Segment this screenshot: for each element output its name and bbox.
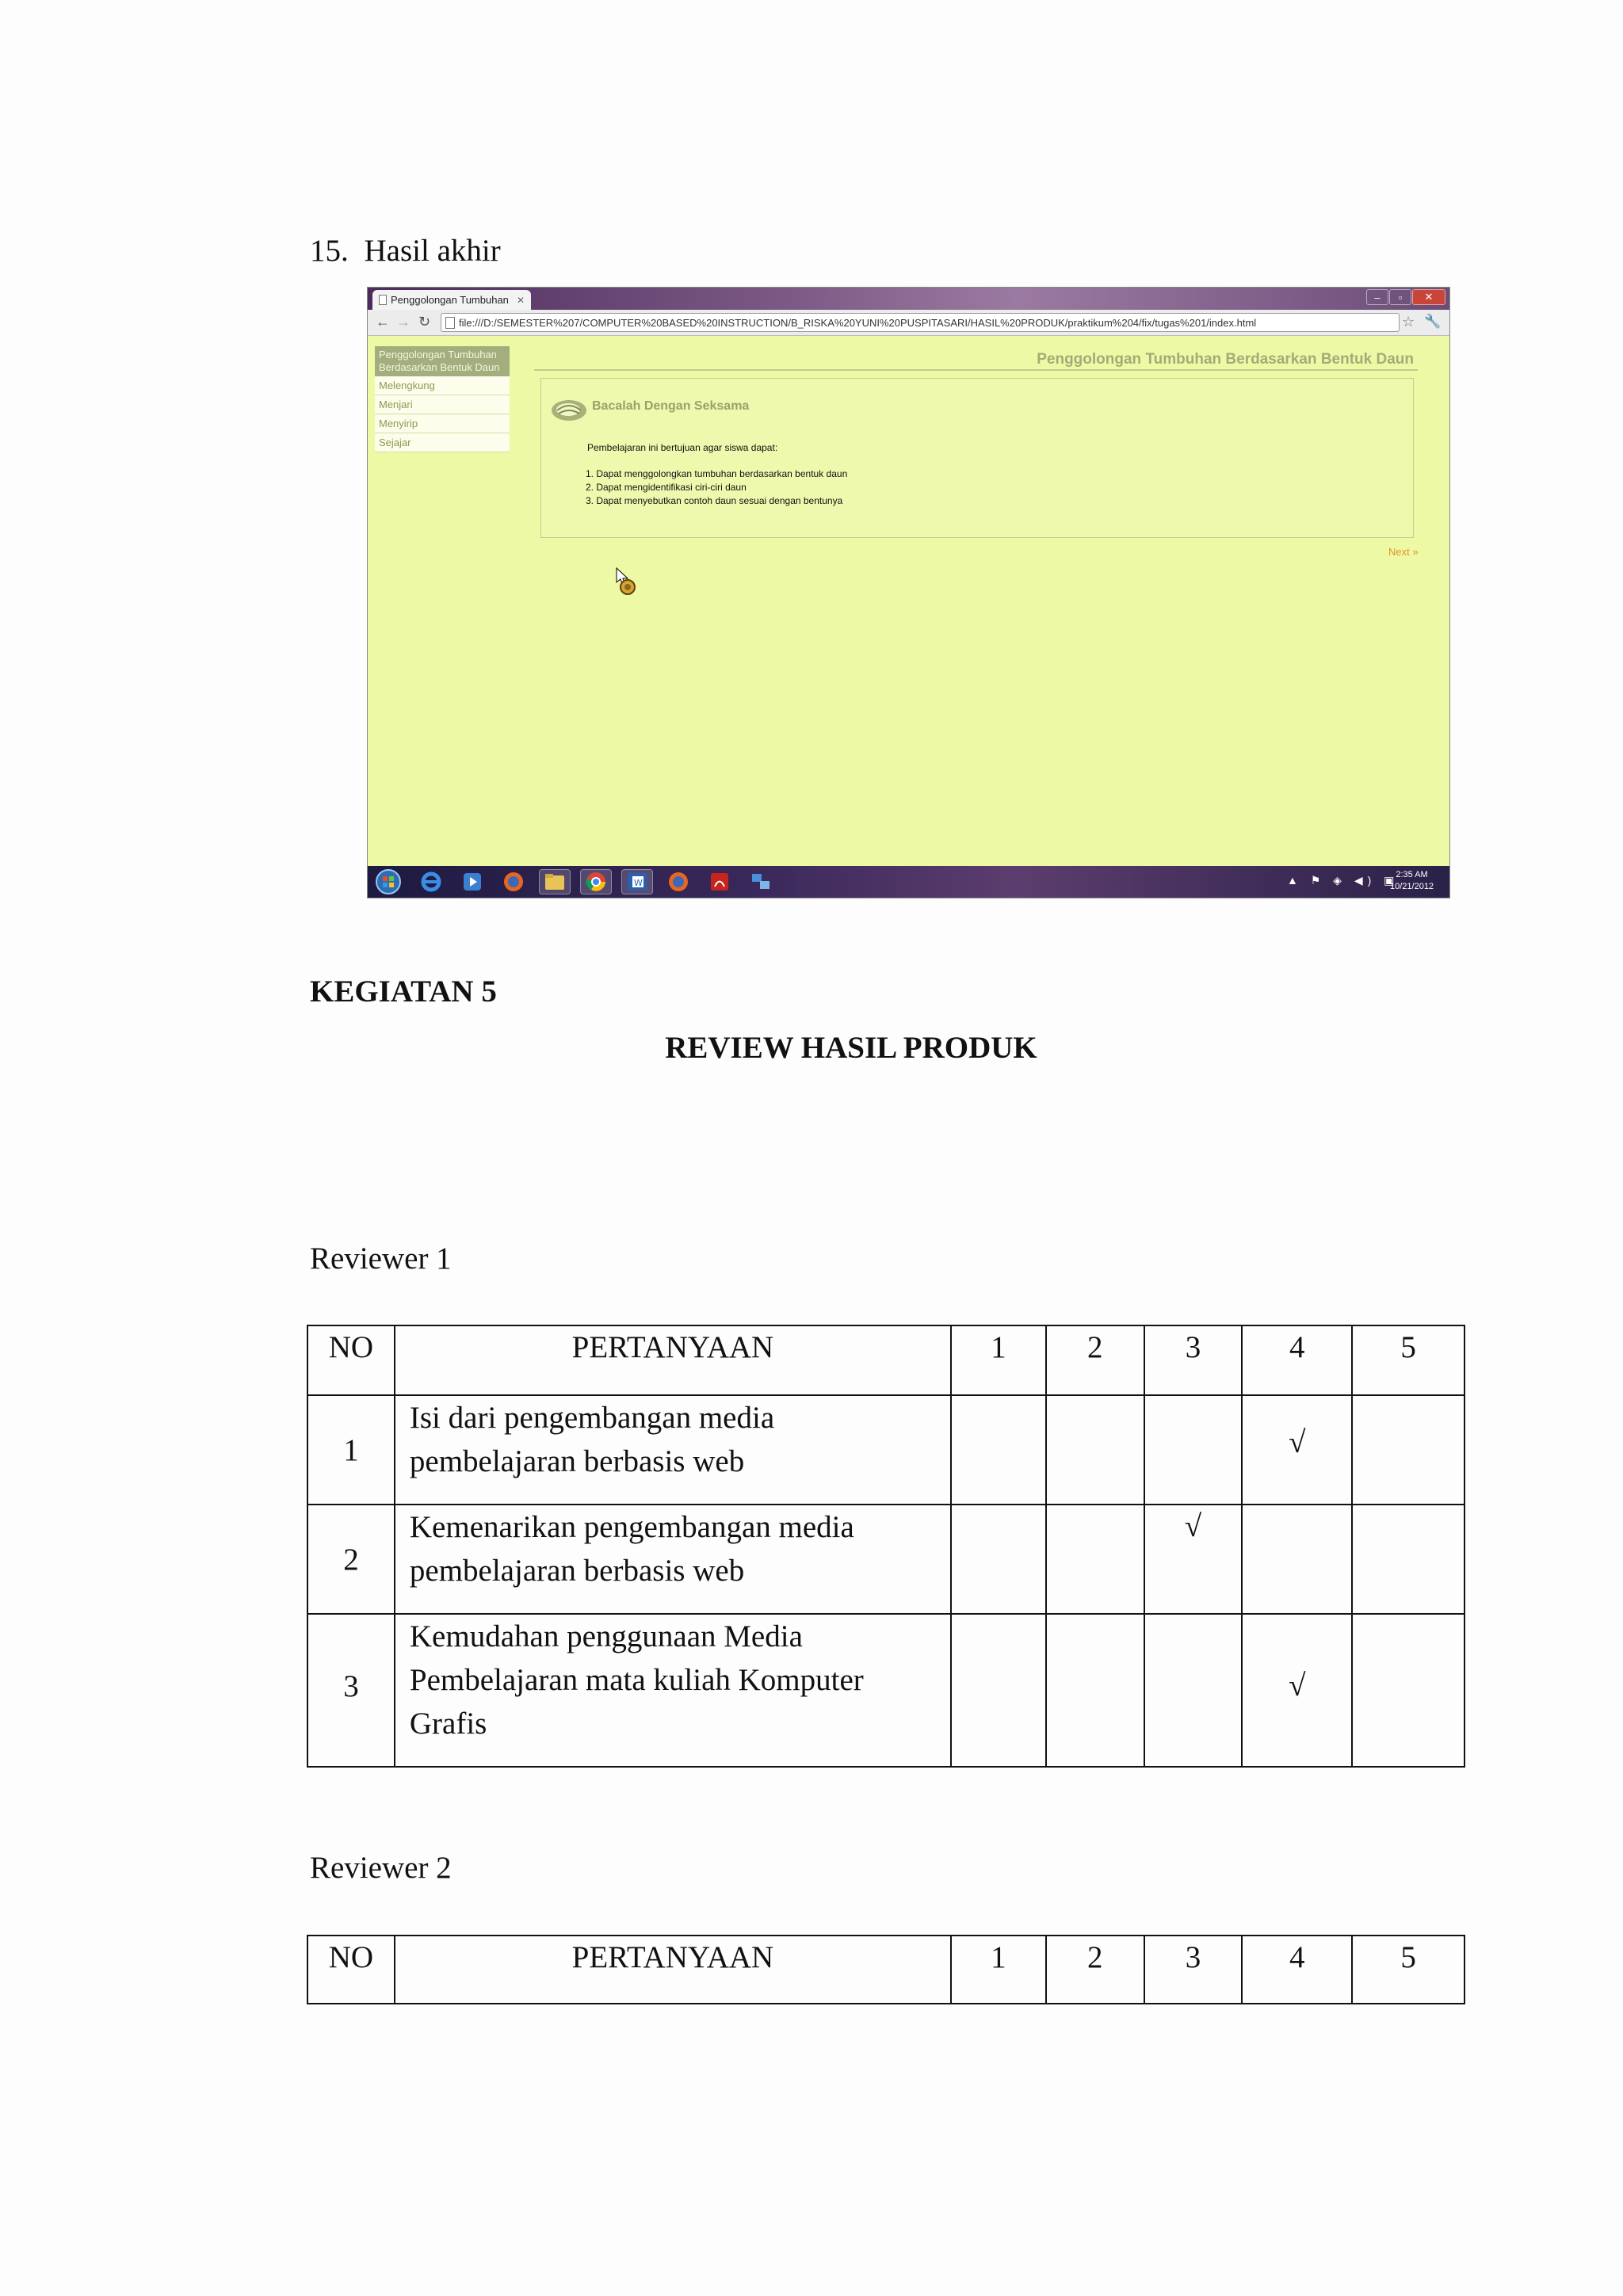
score-cell-4: [1242, 1505, 1352, 1614]
question-line: Kemudahan penggunaan Media: [409, 1619, 803, 1653]
next-link[interactable]: Next »: [1388, 546, 1419, 558]
header-score-4: 4: [1242, 1325, 1352, 1395]
bookmark-star-icon[interactable]: ☆: [1402, 314, 1415, 330]
score-cell-5: [1352, 1395, 1465, 1505]
acrobat-icon[interactable]: [704, 869, 735, 894]
table-row: [307, 1614, 1465, 1767]
score-cell-3: √: [1144, 1505, 1243, 1614]
question-line: Grafis: [409, 1707, 487, 1741]
intro-text: Pembelajaran ini bertujuan agar siswa dapat:: [587, 442, 778, 453]
objective-item: 3. Dapat menyebutkan contoh daun sesuai dengan bentunya: [586, 495, 843, 506]
word-icon[interactable]: [621, 869, 653, 894]
wrench-menu-icon[interactable]: 🔧: [1424, 314, 1442, 329]
row-number: 2: [307, 1505, 395, 1614]
sidebar-item-sejajar[interactable]: Sejajar: [375, 433, 510, 452]
table-header-row: [307, 1325, 1465, 1395]
sidebar-item-menjari[interactable]: Menjari: [375, 395, 510, 414]
question-line: Pembelajaran mata kuliah Komputer: [409, 1663, 864, 1697]
header-no: NO: [307, 1325, 395, 1395]
table-header-row: [307, 1936, 1465, 2004]
review-title: REVIEW HASIL PRODUK: [665, 1031, 1037, 1065]
page-icon: [379, 295, 387, 305]
score-cell-4: √: [1242, 1395, 1352, 1505]
score-cell-5: [1352, 1614, 1465, 1767]
header-pertanyaan: PERTANYAAN: [395, 1936, 951, 2004]
leaf-logo-icon: [549, 393, 589, 425]
browser-screenshot: [367, 287, 1450, 898]
table-row: [307, 1395, 1465, 1505]
score-cell-2: [1046, 1395, 1144, 1505]
question-line: pembelajaran berbasis web: [409, 1444, 745, 1478]
reviewer1-label: Reviewer 1: [310, 1241, 452, 1276]
browser-tab[interactable]: [372, 290, 531, 310]
score-cell-3: [1144, 1614, 1243, 1767]
address-toolbar: [368, 310, 1449, 336]
question-line: Kemenarikan pengembangan media: [409, 1510, 854, 1544]
content-box: [540, 378, 1414, 538]
tab-title: Penggolongan Tumbuhan: [391, 294, 509, 306]
close-window-button[interactable]: ✕: [1412, 289, 1445, 305]
header-pertanyaan: PERTANYAAN: [395, 1325, 951, 1395]
content-title: Penggolongan Tumbuhan Berdasarkan Bentuk Daun: [1037, 351, 1414, 368]
sidebar-item-melengkung[interactable]: Melengkung: [375, 376, 510, 395]
taskbar-clock[interactable]: [1390, 869, 1434, 893]
svg-text:W: W: [634, 878, 643, 888]
score-cell-1: [951, 1614, 1046, 1767]
file-explorer-icon[interactable]: [539, 869, 571, 894]
windows-taskbar: [368, 866, 1449, 898]
tab-close-icon[interactable]: ✕: [516, 294, 525, 306]
table-row: [307, 1505, 1465, 1614]
system-tray-icons[interactable]: ▲ ⚑ ◈ ◀) ▣: [1287, 874, 1400, 887]
chrome-icon[interactable]: [580, 869, 612, 894]
sidebar-heading[interactable]: Penggolongan Tumbuhan Berdasarkan Bentuk Daun: [375, 346, 510, 376]
header-score-4: 4: [1242, 1936, 1352, 2004]
kegiatan-title: KEGIATAN 5: [310, 974, 497, 1009]
box-heading: Bacalah Dengan Seksama: [592, 399, 750, 413]
window-titlebar: [368, 288, 1449, 310]
score-cell-5: [1352, 1505, 1465, 1614]
section-heading-15: [310, 233, 501, 269]
score-cell-2: [1046, 1505, 1144, 1614]
score-cell-4: √: [1242, 1614, 1352, 1767]
file-page-icon: [445, 317, 455, 329]
sidebar-item-menyirip[interactable]: Menyirip: [375, 414, 510, 433]
header-score-5: 5: [1352, 1325, 1465, 1395]
question-text: [395, 1395, 951, 1505]
header-score-2: 2: [1046, 1325, 1144, 1395]
firefox-2-icon[interactable]: [663, 869, 694, 894]
clock-time: 2:35 AM: [1396, 870, 1428, 879]
reviewer2-label: Reviewer 2: [310, 1851, 452, 1885]
row-number: 3: [307, 1614, 395, 1767]
minimize-button[interactable]: –: [1366, 289, 1388, 305]
reviewer2-table: [307, 1935, 1465, 2004]
objective-item: 1. Dapat menggolongkan tumbuhan berdasarkan bentuk daun: [586, 468, 848, 479]
network-app-icon[interactable]: [745, 869, 777, 894]
header-score-5: 5: [1352, 1936, 1465, 2004]
row-number: 1: [307, 1395, 395, 1505]
header-no: NO: [307, 1936, 395, 2004]
question-line: pembelajaran berbasis web: [409, 1554, 745, 1588]
busy-cursor-icon: [612, 565, 639, 600]
question-text: [395, 1505, 951, 1614]
start-button-icon[interactable]: [372, 869, 404, 894]
reviewer1-table: [307, 1325, 1465, 1768]
section-label: Hasil akhir: [364, 234, 501, 268]
objective-item: 2. Dapat mengidentifikasi ciri-ciri daun: [586, 482, 747, 493]
maximize-button[interactable]: ▫: [1389, 289, 1411, 305]
media-player-icon[interactable]: [456, 869, 488, 894]
question-line: Isi dari pengembangan media: [409, 1401, 775, 1435]
header-score-3: 3: [1144, 1325, 1243, 1395]
score-cell-1: [951, 1505, 1046, 1614]
section-number: 15.: [310, 234, 349, 268]
internet-explorer-icon[interactable]: [415, 869, 447, 894]
score-cell-2: [1046, 1614, 1144, 1767]
objectives-list: [586, 467, 847, 508]
back-arrow-icon[interactable]: ←: [376, 314, 390, 330]
forward-arrow-icon[interactable]: →: [396, 314, 411, 330]
header-score-1: 1: [951, 1325, 1046, 1395]
score-cell-1: [951, 1395, 1046, 1505]
title-divider: [534, 369, 1418, 371]
url-field[interactable]: file:///D:/SEMESTER%207/COMPUTER%20BASED%20INSTRUCTION/B_RISKA%20YUNI%20PUSPITASARI/HASIL%20PRODUK/praktikum%204/fix/tugas%201/index.html: [441, 313, 1400, 332]
firefox-icon[interactable]: [498, 869, 529, 894]
question-text: [395, 1614, 951, 1767]
header-score-3: 3: [1144, 1936, 1243, 2004]
sidebar-menu: [375, 346, 510, 452]
header-score-1: 1: [951, 1936, 1046, 2004]
score-cell-3: [1144, 1395, 1243, 1505]
clock-date: 10/21/2012: [1390, 882, 1434, 891]
header-score-2: 2: [1046, 1936, 1144, 2004]
reload-icon[interactable]: ↻: [418, 314, 431, 330]
